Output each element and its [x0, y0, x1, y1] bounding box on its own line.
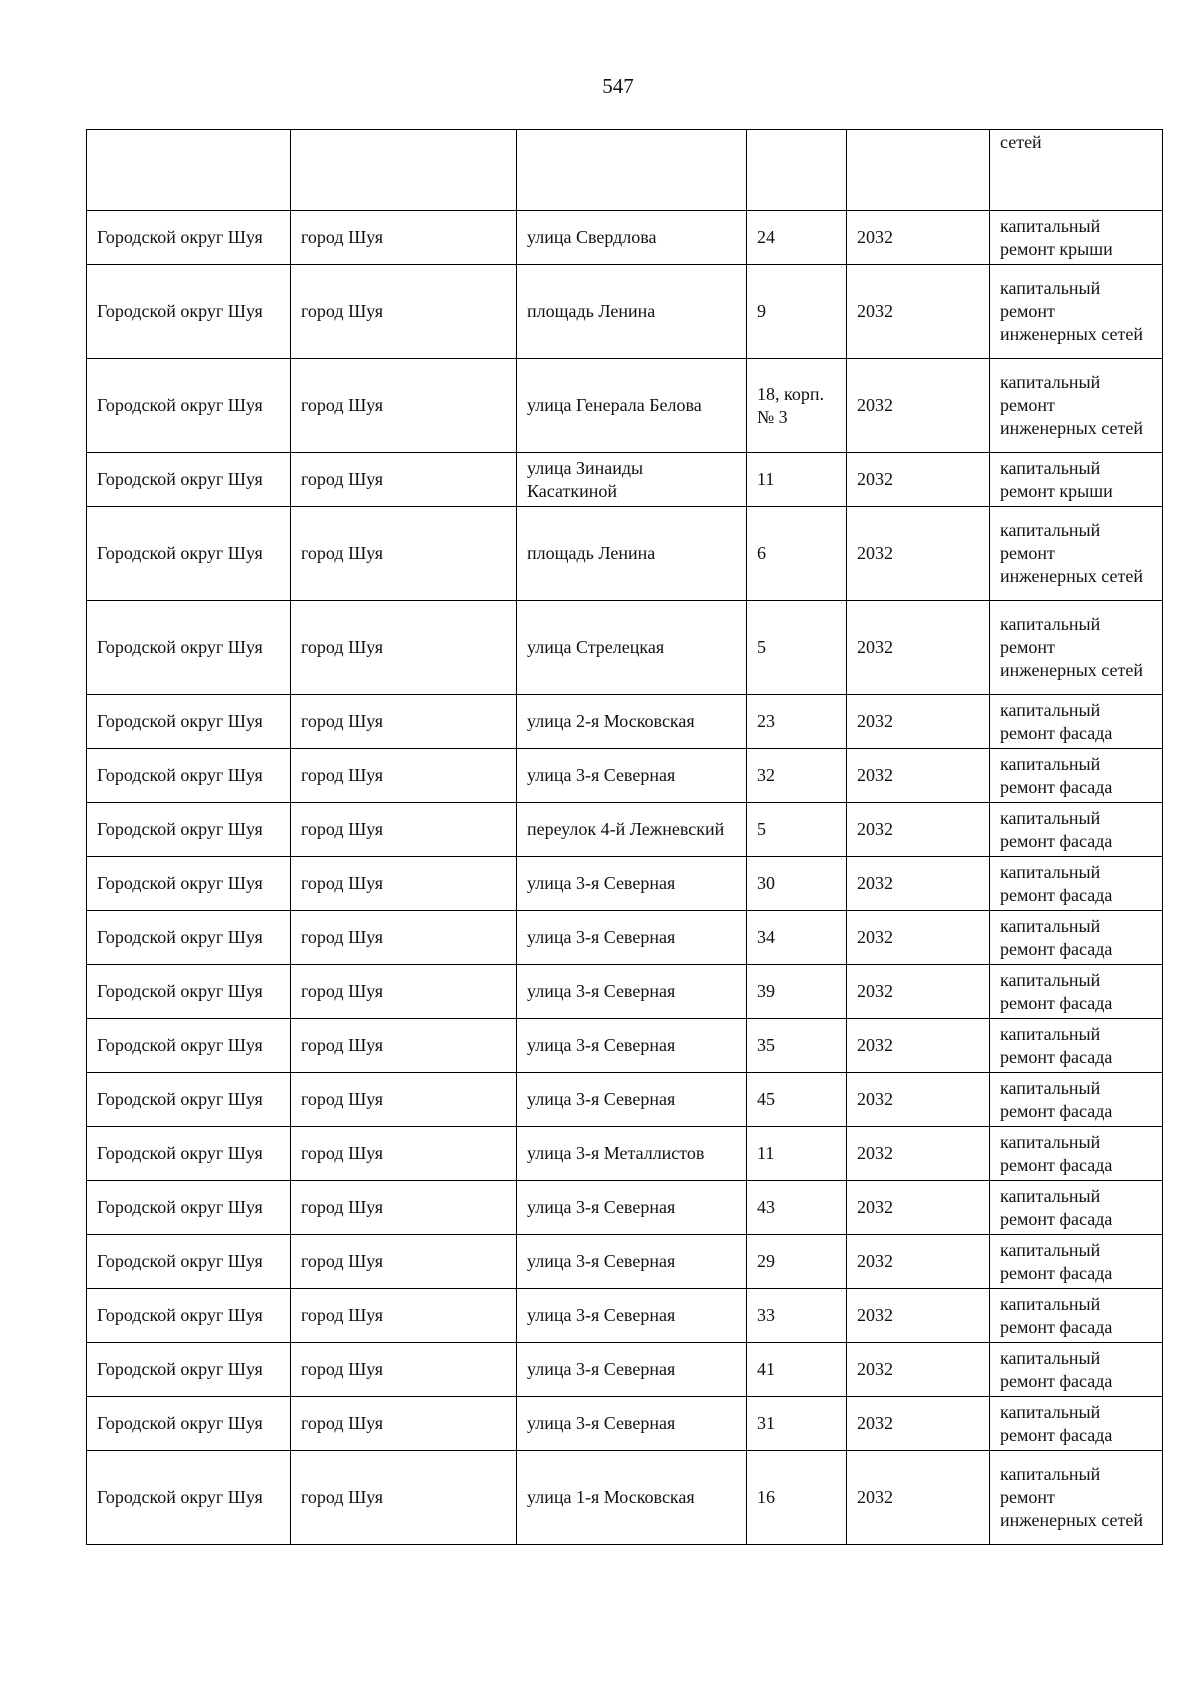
street-cell — [517, 130, 747, 211]
house-cell: 11 — [747, 1127, 847, 1181]
year-cell: 2032 — [847, 601, 990, 695]
municipality-cell: Городской округ Шуя — [87, 265, 291, 359]
year-cell — [847, 130, 990, 211]
street-cell: переулок 4-й Лежневский — [517, 803, 747, 857]
house-cell: 6 — [747, 507, 847, 601]
year-cell: 2032 — [847, 1073, 990, 1127]
settlement-cell: город Шуя — [291, 1127, 517, 1181]
house-cell: 32 — [747, 749, 847, 803]
continuation-row — [87, 130, 1163, 211]
work-cell: капитальный ремонт фасада — [990, 857, 1163, 911]
house-cell: 41 — [747, 1343, 847, 1397]
settlement-cell: город Шуя — [291, 749, 517, 803]
house-cell: 24 — [747, 211, 847, 265]
street-cell: площадь Ленина — [517, 507, 747, 601]
house-cell — [747, 130, 847, 211]
work-cell: капитальный ремонт инженерных сетей — [990, 359, 1163, 453]
street-cell: улица 3-я Северная — [517, 857, 747, 911]
year-cell: 2032 — [847, 359, 990, 453]
work-cell: капитальный ремонт фасада — [990, 1397, 1163, 1451]
table-row — [87, 1073, 1163, 1127]
table-row — [87, 749, 1163, 803]
year-cell: 2032 — [847, 1451, 990, 1545]
table-row — [87, 601, 1163, 695]
work-cell: капитальный ремонт фасада — [990, 911, 1163, 965]
table-row — [87, 1235, 1163, 1289]
house-cell: 9 — [747, 265, 847, 359]
work-cell: капитальный ремонт фасада — [990, 1235, 1163, 1289]
year-cell: 2032 — [847, 911, 990, 965]
municipality-cell: Городской округ Шуя — [87, 453, 291, 507]
table-row — [87, 911, 1163, 965]
municipality-cell: Городской округ Шуя — [87, 803, 291, 857]
table-row — [87, 453, 1163, 507]
settlement-cell: город Шуя — [291, 359, 517, 453]
house-cell: 18, корп. № 3 — [747, 359, 847, 453]
work-cell: капитальный ремонт фасада — [990, 695, 1163, 749]
table-row — [87, 359, 1163, 453]
house-cell: 35 — [747, 1019, 847, 1073]
municipality-cell: Городской округ Шуя — [87, 965, 291, 1019]
work-cell: капитальный ремонт фасада — [990, 1343, 1163, 1397]
work-cell: капитальный ремонт крыши — [990, 211, 1163, 265]
municipality-cell — [87, 130, 291, 211]
year-cell: 2032 — [847, 749, 990, 803]
year-cell: 2032 — [847, 857, 990, 911]
work-cell: капитальный ремонт фасада — [990, 965, 1163, 1019]
street-cell: улица 3-я Северная — [517, 911, 747, 965]
table-body — [87, 130, 1163, 1545]
year-cell: 2032 — [847, 265, 990, 359]
house-cell: 45 — [747, 1073, 847, 1127]
house-cell: 5 — [747, 601, 847, 695]
street-cell: улица 3-я Северная — [517, 749, 747, 803]
year-cell: 2032 — [847, 1397, 990, 1451]
house-cell: 39 — [747, 965, 847, 1019]
settlement-cell: город Шуя — [291, 1235, 517, 1289]
work-cell: капитальный ремонт крыши — [990, 453, 1163, 507]
municipality-cell: Городской округ Шуя — [87, 1235, 291, 1289]
street-cell: улица 3-я Северная — [517, 965, 747, 1019]
year-cell: 2032 — [847, 507, 990, 601]
settlement-cell: город Шуя — [291, 965, 517, 1019]
municipality-cell: Городской округ Шуя — [87, 211, 291, 265]
municipality-cell: Городской округ Шуя — [87, 359, 291, 453]
street-cell: улица Генерала Белова — [517, 359, 747, 453]
table-row — [87, 965, 1163, 1019]
street-cell: улица 3-я Северная — [517, 1397, 747, 1451]
work-cell: капитальный ремонт фасада — [990, 1127, 1163, 1181]
year-cell: 2032 — [847, 1289, 990, 1343]
table-row — [87, 211, 1163, 265]
work-cell: капитальный ремонт фасада — [990, 1073, 1163, 1127]
street-cell: улица 3-я Северная — [517, 1343, 747, 1397]
table-row — [87, 695, 1163, 749]
table-row — [87, 1343, 1163, 1397]
table-row — [87, 857, 1163, 911]
house-cell: 29 — [747, 1235, 847, 1289]
house-cell: 34 — [747, 911, 847, 965]
work-cell: капитальный ремонт фасада — [990, 1181, 1163, 1235]
house-cell: 30 — [747, 857, 847, 911]
settlement-cell: город Шуя — [291, 265, 517, 359]
house-cell: 16 — [747, 1451, 847, 1545]
settlement-cell — [291, 130, 517, 211]
street-cell: улица 3-я Северная — [517, 1073, 747, 1127]
street-cell: улица 3-я Северная — [517, 1181, 747, 1235]
settlement-cell: город Шуя — [291, 1343, 517, 1397]
municipality-cell: Городской округ Шуя — [87, 1019, 291, 1073]
municipality-cell: Городской округ Шуя — [87, 749, 291, 803]
municipality-cell: Городской округ Шуя — [87, 695, 291, 749]
street-cell: улица 3-я Северная — [517, 1235, 747, 1289]
street-cell: улица Свердлова — [517, 211, 747, 265]
street-cell: улица 3-я Северная — [517, 1019, 747, 1073]
street-cell: улица 2-я Московская — [517, 695, 747, 749]
settlement-cell: город Шуя — [291, 803, 517, 857]
table-row — [87, 507, 1163, 601]
table-row — [87, 1127, 1163, 1181]
year-cell: 2032 — [847, 803, 990, 857]
work-cell: капитальный ремонт инженерных сетей — [990, 601, 1163, 695]
house-cell: 5 — [747, 803, 847, 857]
work-cell: капитальный ремонт инженерных сетей — [990, 1451, 1163, 1545]
street-cell: улица Зинаиды Касаткиной — [517, 453, 747, 507]
street-cell: улица Стрелецкая — [517, 601, 747, 695]
table-row — [87, 1289, 1163, 1343]
municipality-cell: Городской округ Шуя — [87, 1127, 291, 1181]
table-row — [87, 1181, 1163, 1235]
house-cell: 11 — [747, 453, 847, 507]
settlement-cell: город Шуя — [291, 695, 517, 749]
house-cell: 33 — [747, 1289, 847, 1343]
work-cell: капитальный ремонт фасада — [990, 1289, 1163, 1343]
year-cell: 2032 — [847, 965, 990, 1019]
table-row — [87, 265, 1163, 359]
municipality-cell: Городской округ Шуя — [87, 601, 291, 695]
street-cell: площадь Ленина — [517, 265, 747, 359]
settlement-cell: город Шуя — [291, 453, 517, 507]
year-cell: 2032 — [847, 211, 990, 265]
year-cell: 2032 — [847, 1343, 990, 1397]
house-cell: 31 — [747, 1397, 847, 1451]
settlement-cell: город Шуя — [291, 1073, 517, 1127]
work-cell: капитальный ремонт инженерных сетей — [990, 265, 1163, 359]
settlement-cell: город Шуя — [291, 1289, 517, 1343]
work-cell: капитальный ремонт инженерных сетей — [990, 507, 1163, 601]
municipality-cell: Городской округ Шуя — [87, 857, 291, 911]
municipality-cell: Городской округ Шуя — [87, 1451, 291, 1545]
municipality-cell: Городской округ Шуя — [87, 1181, 291, 1235]
table-row — [87, 1019, 1163, 1073]
table-row — [87, 1451, 1163, 1545]
settlement-cell: город Шуя — [291, 857, 517, 911]
page-number: 547 — [602, 74, 634, 98]
municipality-cell: Городской округ Шуя — [87, 911, 291, 965]
settlement-cell: город Шуя — [291, 507, 517, 601]
street-cell: улица 3-я Северная — [517, 1289, 747, 1343]
settlement-cell: город Шуя — [291, 211, 517, 265]
work-cell: сетей — [990, 130, 1163, 211]
street-cell: улица 1-я Московская — [517, 1451, 747, 1545]
settlement-cell: город Шуя — [291, 601, 517, 695]
settlement-cell: город Шуя — [291, 1397, 517, 1451]
street-cell: улица 3-я Металлистов — [517, 1127, 747, 1181]
table-row — [87, 803, 1163, 857]
settlement-cell: город Шуя — [291, 1019, 517, 1073]
work-cell: капитальный ремонт фасада — [990, 803, 1163, 857]
table-row — [87, 1397, 1163, 1451]
work-cell: капитальный ремонт фасада — [990, 1019, 1163, 1073]
year-cell: 2032 — [847, 453, 990, 507]
house-cell: 23 — [747, 695, 847, 749]
work-cell: капитальный ремонт фасада — [990, 749, 1163, 803]
house-cell: 43 — [747, 1181, 847, 1235]
municipality-cell: Городской округ Шуя — [87, 1073, 291, 1127]
year-cell: 2032 — [847, 695, 990, 749]
year-cell: 2032 — [847, 1235, 990, 1289]
repair-schedule-table — [86, 129, 1163, 1545]
municipality-cell: Городской округ Шуя — [87, 1289, 291, 1343]
municipality-cell: Городской округ Шуя — [87, 507, 291, 601]
municipality-cell: Городской округ Шуя — [87, 1397, 291, 1451]
year-cell: 2032 — [847, 1019, 990, 1073]
settlement-cell: город Шуя — [291, 1451, 517, 1545]
settlement-cell: город Шуя — [291, 1181, 517, 1235]
year-cell: 2032 — [847, 1127, 990, 1181]
municipality-cell: Городской округ Шуя — [87, 1343, 291, 1397]
settlement-cell: город Шуя — [291, 911, 517, 965]
year-cell: 2032 — [847, 1181, 990, 1235]
